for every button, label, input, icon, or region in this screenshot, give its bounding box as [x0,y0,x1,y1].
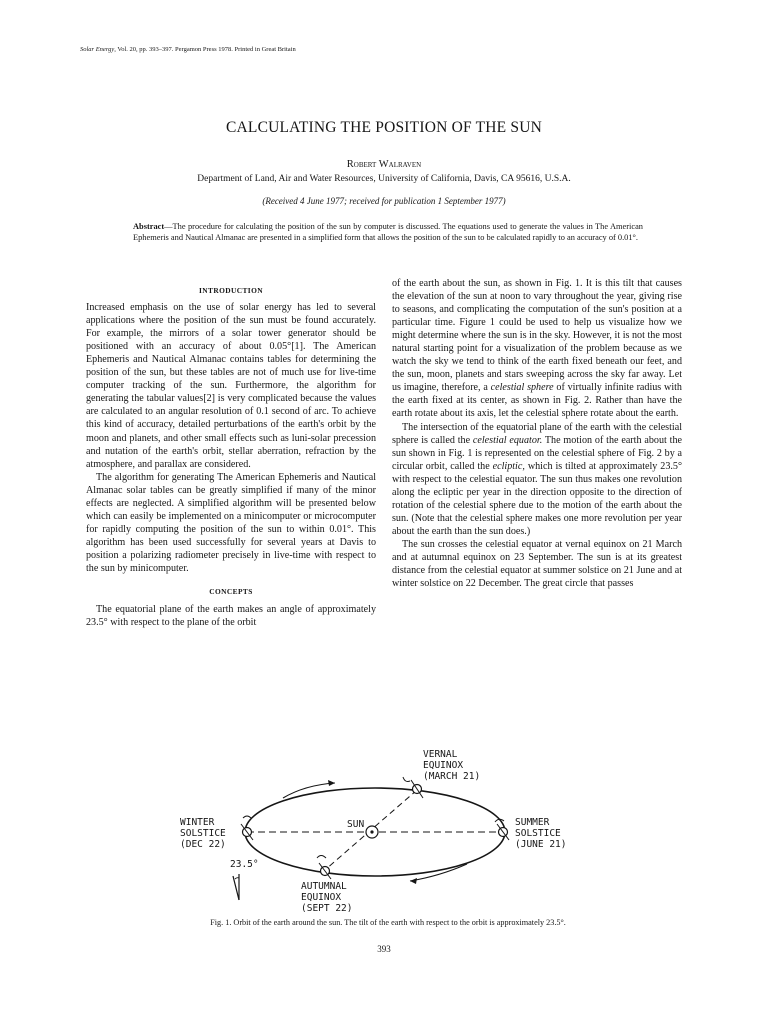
author-name: Robert Walraven [346,159,422,170]
abstract-label: Abstract [133,222,165,231]
sun-dot [370,830,373,833]
abstract-text: —The procedure for calculating the position of the sun by computer is discussed. The equations used to generate the values in The American Ephemeris and Nautical Almanac are presented in a simplified form that allows the position of the sun to be calculated rapidly to an accuracy of 0.01°. [133,222,643,242]
earth-autumnal [317,856,331,880]
label-winter-3: (DEC 22) [180,839,226,850]
figure-1-caption: Fig. 1. Orbit of the earth around the sun. The tilt of the earth with respect to the orbit is approximately 23.5°. [210,918,566,927]
label-summer-2: SOLSTICE [515,828,561,839]
abstract [133,221,643,243]
section-heading-introduction: INTRODUCTION [199,286,263,295]
right-paragraph-1 [392,277,682,421]
term-ecliptic: ecliptic, [492,460,525,472]
label-vernal-3: (MARCH 21) [423,771,481,782]
page-number: 393 [377,944,391,954]
concepts-paragraph-1: The equatorial plane of the earth makes an angle of approximately 23.5° with respect to the plane of the orbit [86,604,376,629]
label-vernal-1: VERNAL [423,749,458,760]
right-paragraph-2 [392,421,682,538]
label-sun: SUN [347,819,365,830]
label-autumnal-2: EQUINOX [301,892,342,903]
arrowhead-top [328,780,335,786]
left-column [86,284,376,629]
text-run: of virtually infinite radius with the earth fixed at its center, as shown in Fig. 2. Rather than have the earth rotate about its axis, let the celestial sphere rotate about the earth. [392,382,682,420]
text-run: which is tilted at approximately 23.5° with respect to the celestial equator. The sun thus makes one revolution along the ecliptic per year in the direction opposite to the direction of rotation of the celestial sphere due to the motion of the earth about the sun. (Note that the celestial sphere makes one more revolution per year about the earth than the sun does.) [392,460,682,537]
label-autumnal-3: (SEPT 22) [301,903,353,912]
text-run: The intersection of the equatorial plane of the earth with the celestial sphere is called the [392,421,682,446]
term-celestial-sphere: celestial sphere [490,382,554,394]
label-summer-1: SUMMER [515,817,550,828]
label-tilt-angle: 23.5° [230,859,259,870]
figure-1-orbit-diagram [165,740,585,912]
paper-title: CALCULATING THE POSITION OF THE SUN [225,119,542,136]
orbit-diagram-svg [165,740,585,912]
author-affiliation: Department of Land, Air and Water Resources, University of California, Davis, CA 95616, U.S.A. [197,174,571,184]
introduction-paragraph-1: Increased emphasis on the use of solar energy has led to several applications where the position of the sun must be found accurately. For example, the mirrors of a solar tower generator should be positioned with an accuracy of about 0.05°[1]. The American Ephemeris and Nautical Almanac contains tables for determining the position of the sun, but these tables are not of much use for live-time computer tracking of the sun. Furthermore, the algorithm for generating the tabular values[2] is very complicated because the values are calculated to an angular resolution of 0.1 second of arc. To achieve this kind of accuracy, detailed perturbations of the earth's orbit by the moon and planets, and other small effects such as luni-solar precession and nutation of the earth's orbit, stellar aberration, refraction by the atmosphere, and parallax are considered. [86,302,376,470]
label-winter-2: SOLSTICE [180,828,226,839]
section-heading-concepts: CONCEPTS [209,587,253,597]
right-column [392,277,682,590]
earth-vernal [403,777,423,798]
text-run: The motion of the earth about the sun shown in Fig. 1 is represented on the celestial sphere of Fig. 2 by a circular orbit, called the [392,434,682,472]
right-paragraph-3: The sun crosses the celestial equator at vernal equinox on 21 March and at autumnal equinox on 23 September. The sun is at its greatest distance from the celestial equator at summer solstice on 21 June and at winter solstice on 22 December. The great circle that passes [392,538,682,590]
term-celestial-equator: celestial equator. [472,434,543,446]
text-run: of the earth about the sun, as shown in Fig. 1. It is this tilt that causes the elevation of the sun at noon to vary throughout the year, giving rise to seasons, and complicating the computation of the sun's position at a particular time. Figure 1 could be used to help us visualize how we might determine where the sun is in the sky. However, it is not the most natural starting point for a visualization of the problem because as we watch the sky we tend to think of the earth fixed beneath our feet, and the sun, moon, planets and stars sweeping across the sky far away. Let us imagine, therefore, a [392,278,682,394]
introduction-paragraph-2: The algorithm for generating The American Ephemeris and Nautical Almanac solar tables can be greatly simplified if many of the minor effects are neglected. A simplified algorithm will be presented below which can easily be implemented on a minicomputer or microcomputer for rapidly computing the position of the sun to within 0.01°. This algorithm has been used successfully for several years at Davis to position a polarizing radiometer precisely in live-time with respect to the sun by minicomputer. [86,471,376,574]
journal-name: Solar Energy [80,46,115,53]
label-winter-1: WINTER [180,817,215,828]
tilt-angle-symbol [233,874,239,900]
journal-citation: , Vol. 20, pp. 393–397. Pergamon Press 1978. Printed in Great Britain [114,46,296,53]
label-vernal-2: EQUINOX [423,760,464,771]
label-summer-3: (JUNE 21) [515,839,567,850]
arrowhead-bottom [410,878,417,884]
received-dates: (Received 4 June 1977; received for publication 1 September 1977) [262,196,506,206]
journal-header [80,46,680,53]
label-autumnal-1: AUTUMNAL [301,881,347,892]
